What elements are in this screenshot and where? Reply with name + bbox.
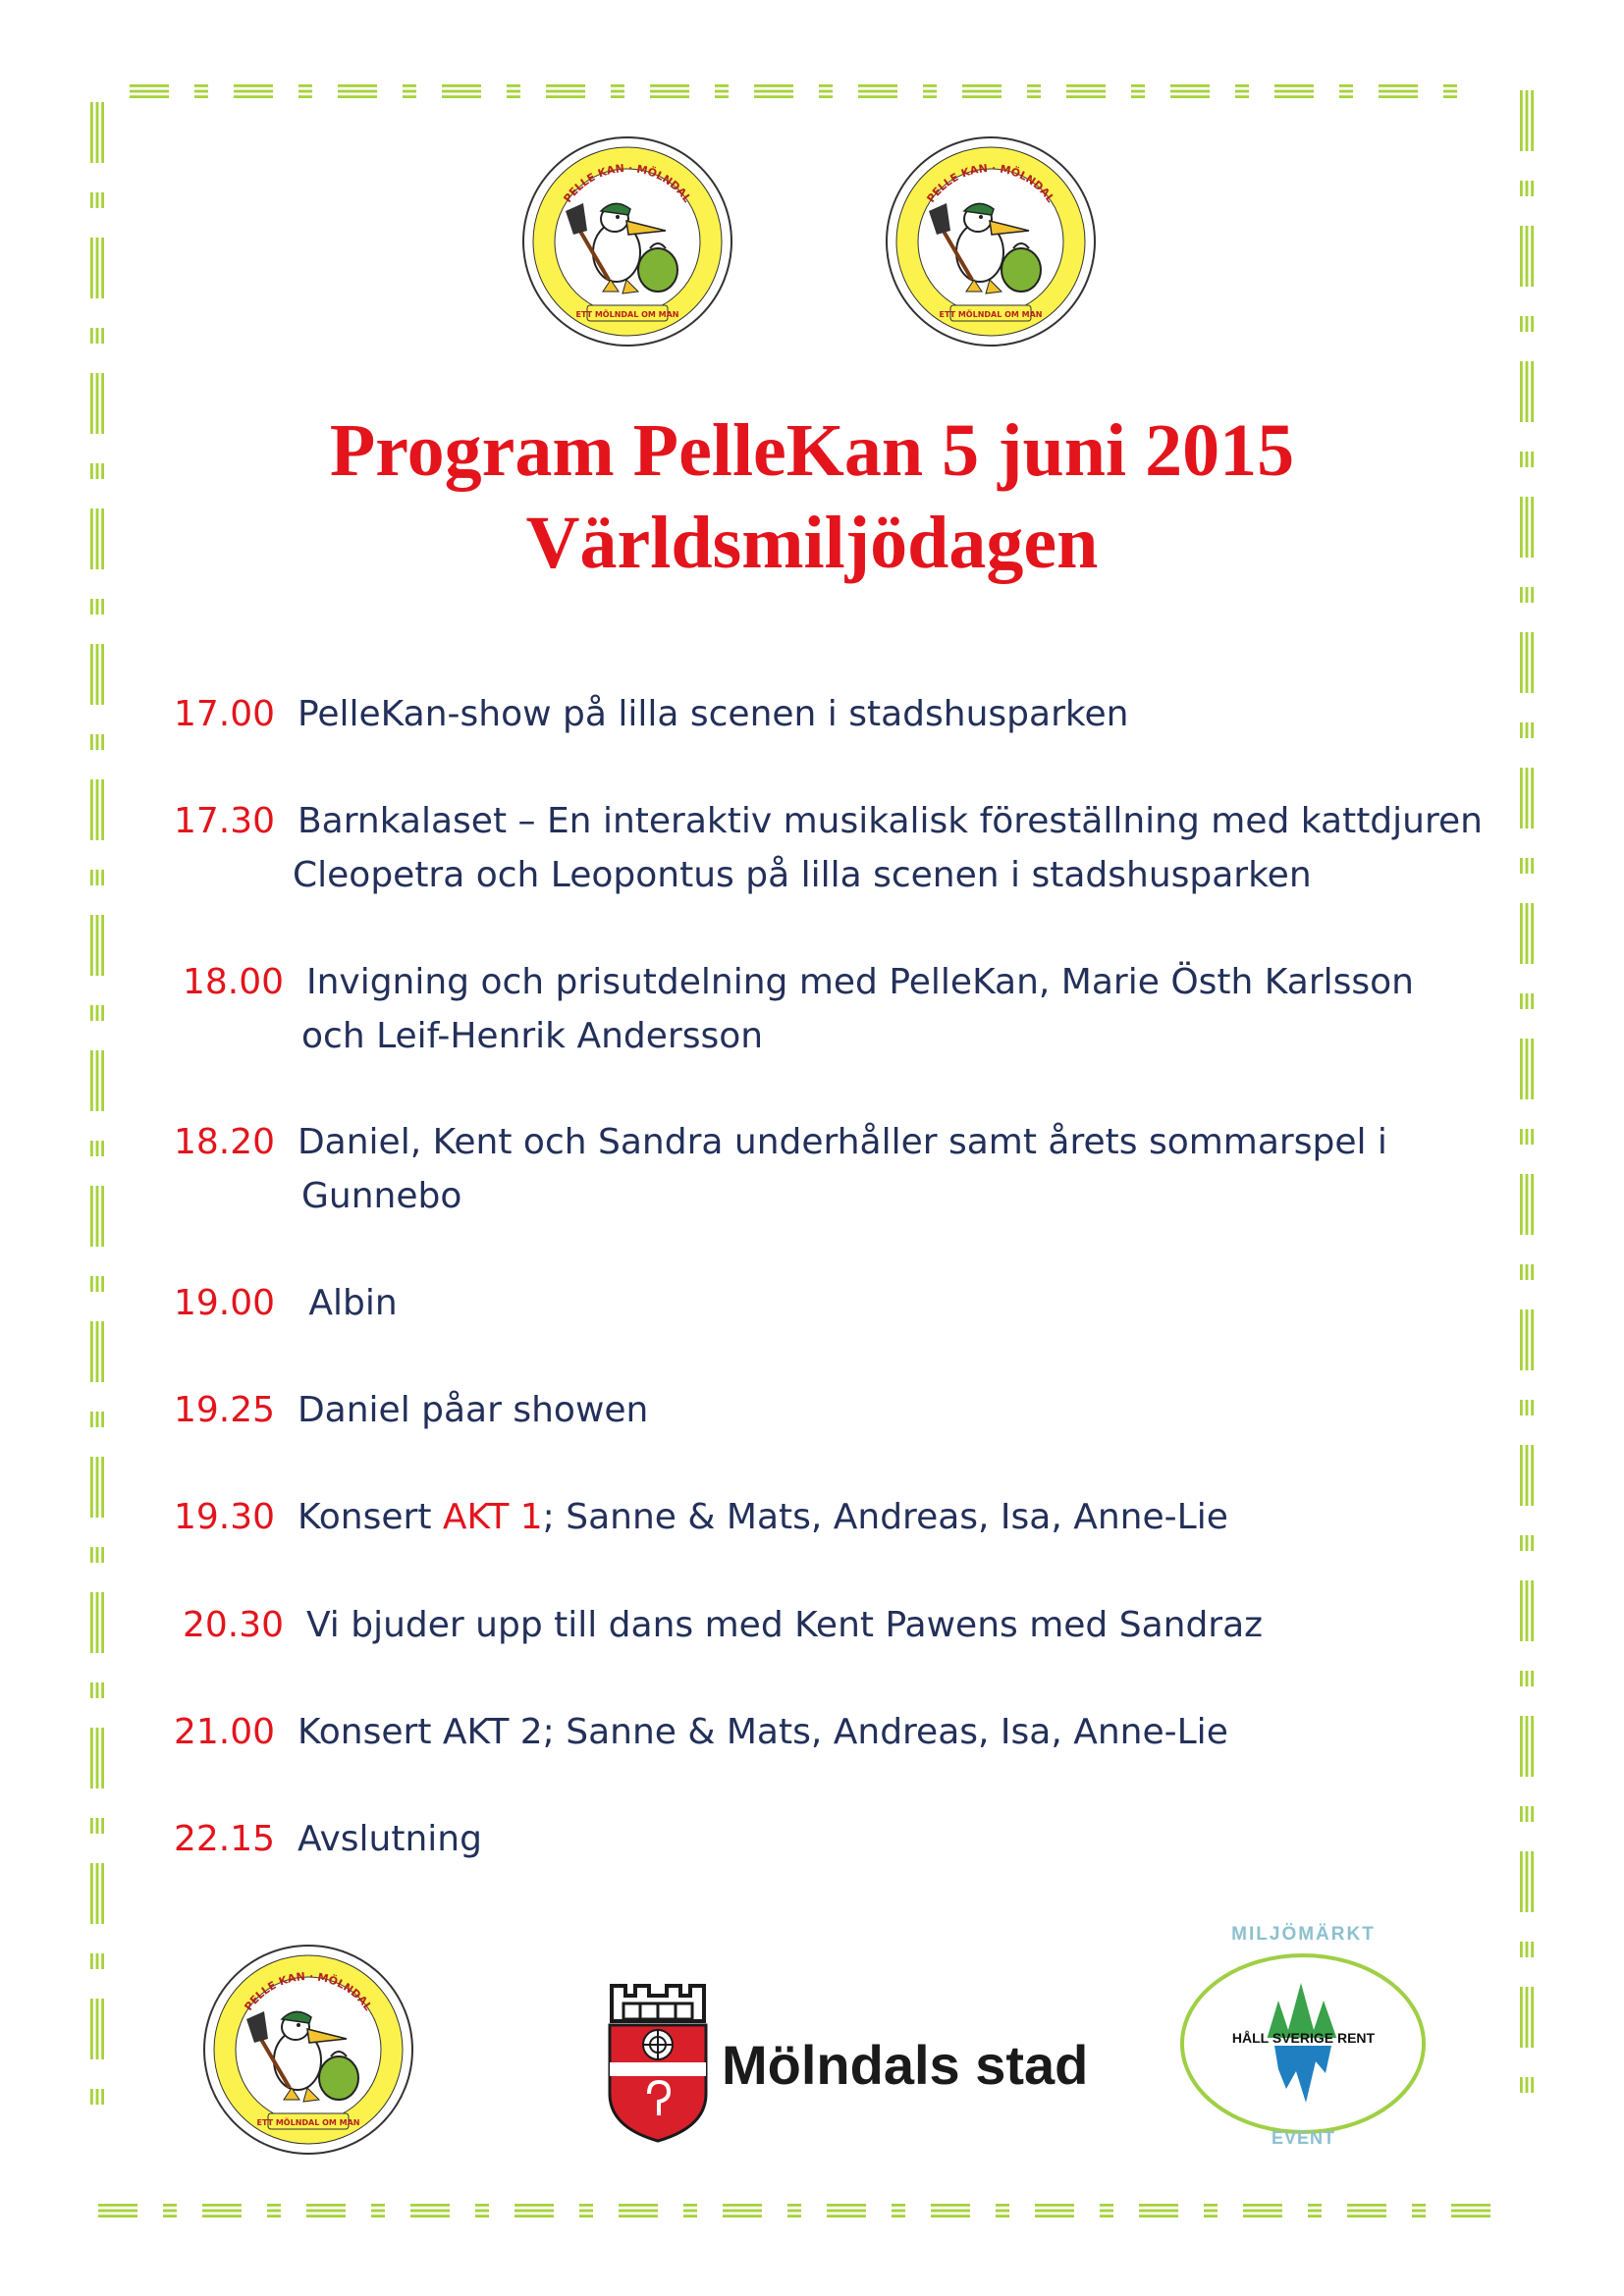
entry-time: 19.30: [174, 1497, 276, 1537]
entry-text: Invigning och prisutdelning med PelleKan, Marie Östh Karlsson: [305, 962, 1414, 1002]
entry-text: Konsert AKT 2; Sanne & Mats, Andreas, Isa, Anne-Lie: [297, 1712, 1228, 1752]
molndal-logo: [604, 1978, 1095, 2145]
program-entry: [174, 1705, 1228, 1759]
entry-text-continued: och Leif-Henrik Andersson: [301, 1016, 764, 1056]
entry-time: 18.20: [174, 1122, 276, 1162]
entry-text-continued: Cleopetra och Leopontus på lilla scenen i stadshusparken: [293, 855, 1312, 895]
svg-text:ETT MÖLNDAL OM MAN: ETT MÖLNDAL OM MAN: [575, 310, 679, 319]
entry-time: 18.00: [183, 962, 285, 1002]
entry-text: Avslutning: [297, 1819, 482, 1859]
pellekan-logo-top-left: [518, 133, 736, 350]
entry-text-post: ; Sanne & Mats, Andreas, Isa, Anne-Lie: [542, 1497, 1228, 1537]
entry-text: PelleKan-show på lilla scenen i stadshusparken: [297, 694, 1129, 734]
program-entry: [174, 1490, 1228, 1544]
hall-sverige-rent-label: HÅLL SVERIGE RENT: [1231, 2030, 1376, 2046]
page-subtitle: Världsmiljödagen: [525, 502, 1099, 584]
event-label: EVENT: [1271, 2128, 1335, 2148]
program-entry: [174, 1383, 648, 1437]
page-title: Program PelleKan 5 juni 2015: [329, 409, 1295, 492]
entry-text: Vi bjuder upp till dans med Kent Pawens med Sandraz: [305, 1605, 1264, 1645]
svg-text:PELLE KAN · MÖLNDAL: PELLE KAN · MÖLNDAL: [242, 1969, 375, 2013]
entry-text: Daniel påar showen: [297, 1390, 649, 1430]
program-entry: [174, 687, 1128, 741]
entry-time: 22.15: [174, 1819, 276, 1859]
program-entry: [174, 1276, 398, 1330]
program-entry: [174, 1115, 1387, 1223]
program-entry: [183, 955, 1414, 1063]
entry-time: 20.30: [183, 1605, 285, 1645]
entry-text: Barnkalaset – En interaktiv musikalisk föreställning med kattdjuren: [297, 801, 1483, 841]
svg-text:PELLE KAN · MÖLNDAL: PELLE KAN · MÖLNDAL: [561, 161, 694, 205]
entry-text-pre: Konsert: [297, 1497, 443, 1537]
entry-text: Daniel, Kent och Sandra underhåller samt årets sommarspel i: [297, 1122, 1387, 1162]
entry-time: 17.00: [174, 694, 276, 734]
title-block: [0, 404, 1624, 589]
entry-text: Albin: [308, 1283, 398, 1323]
program-entry: [174, 1812, 482, 1866]
pellekan-logo-bottom: [199, 1941, 417, 2159]
pellekan-logo-top-right: [882, 133, 1100, 350]
program-entry: [183, 1598, 1263, 1652]
molndal-wordmark: Mölndals stad: [722, 2034, 1089, 2096]
entry-time: 19.25: [174, 1390, 276, 1430]
entry-time: 19.00: [174, 1283, 276, 1323]
entry-time: 21.00: [174, 1712, 276, 1752]
entry-text-continued: Gunnebo: [301, 1176, 462, 1216]
miljomarkt-logo: [1168, 1924, 1438, 2160]
svg-text:ETT MÖLNDAL OM MAN: ETT MÖLNDAL OM MAN: [256, 2118, 360, 2127]
svg-text:PELLE KAN · MÖLNDAL: PELLE KAN · MÖLNDAL: [924, 161, 1057, 205]
program-entry: [174, 794, 1483, 902]
entry-text-highlight: AKT 1: [442, 1497, 543, 1537]
entry-time: 17.30: [174, 801, 276, 841]
miljomarkt-label: MILJÖMÄRKT: [1231, 1924, 1376, 1945]
svg-text:ETT MÖLNDAL OM MAN: ETT MÖLNDAL OM MAN: [939, 310, 1043, 319]
molndal-shield-icon: [604, 1978, 712, 2145]
